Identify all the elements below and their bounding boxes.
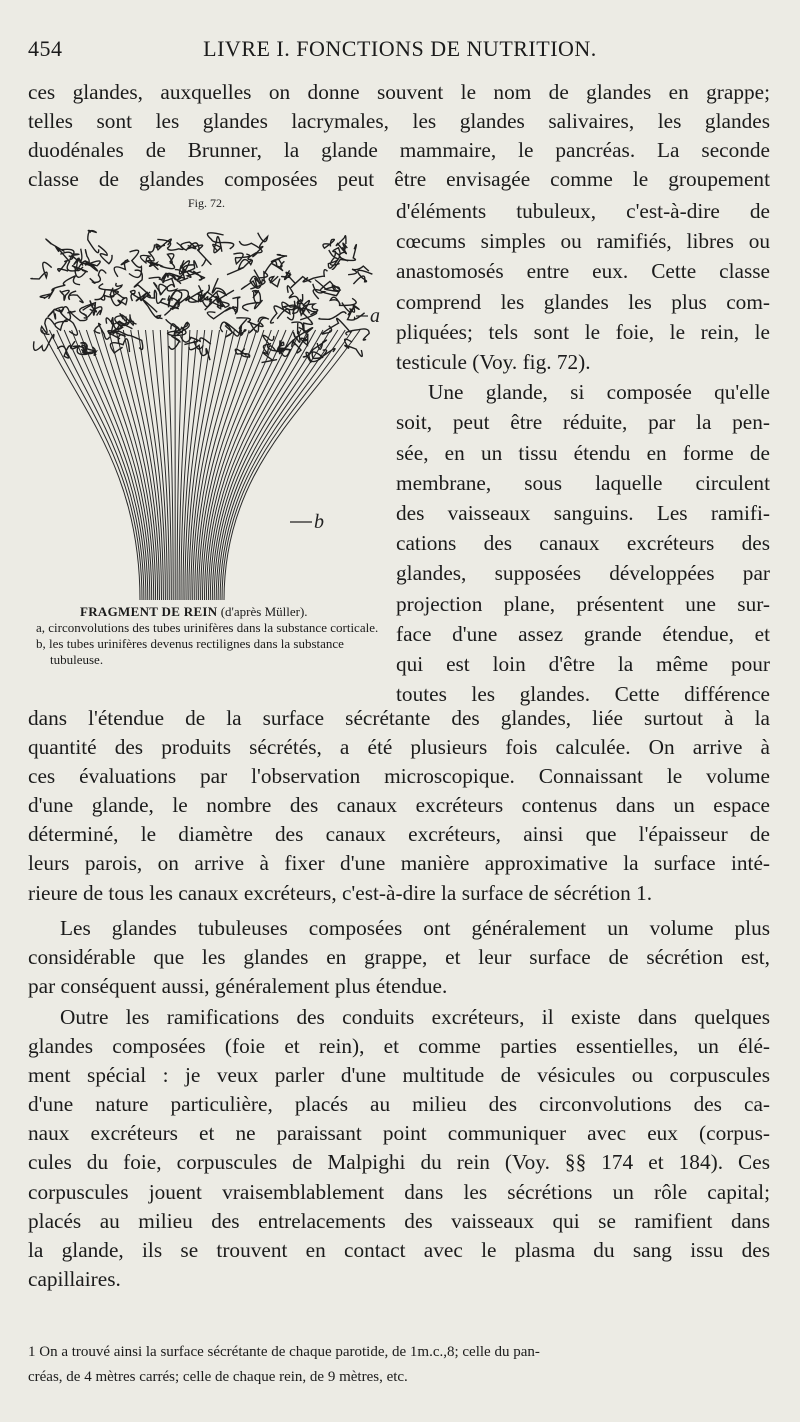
text-line: rieure de tous les canaux excréteurs, c'est-à-dire la surface de sécrétion 1. bbox=[28, 880, 653, 905]
text-line: d'une glande, le nombre des canaux excréteurs contenus dans un espace bbox=[28, 793, 770, 818]
text-line: naux excréteurs et ne paraissant point communiquer avec eux (corpus- bbox=[28, 1121, 770, 1146]
text-line: d'éléments tubuleux, c'est-à-dire de bbox=[396, 199, 770, 223]
text-line: Outre les ramifications des conduits excréteurs, il existe dans quelques bbox=[60, 1005, 770, 1029]
text-line: capillaires. bbox=[28, 1266, 121, 1291]
text-line: d'une nature particulière, placés au milieu des circonvolutions des ca- bbox=[28, 1092, 770, 1117]
kidney-illustration bbox=[28, 210, 390, 606]
text-line: considérable que les glandes en grappe, et leur surface de sécrétion est, bbox=[28, 945, 770, 970]
text-line: toutes les glandes. Cette différence bbox=[396, 682, 770, 707]
text-line: cœcums simples ou ramifiés, libres ou bbox=[396, 229, 770, 254]
footnote-line: créas, de 4 mètres carrés; celle de chaque rein, de 9 mètres, etc. bbox=[28, 1369, 408, 1385]
text-line: quantité des produits sécrétés, a été plusieurs fois calculée. On arrive à bbox=[28, 735, 770, 760]
text-line: cules du foie, corpuscules de Malpighi du rein (Voy. §§ 174 et 184). Ces bbox=[28, 1150, 770, 1175]
text-line: glandes, supposées développées par bbox=[396, 561, 770, 586]
figure-72 bbox=[28, 196, 390, 696]
text-line: pliquées; tels sont le foie, le rein, le bbox=[396, 319, 770, 344]
text-line: Une glande, si composée qu'elle bbox=[428, 380, 770, 405]
text-line: glandes composées (foie et rein), et comme parties essentielles, un élé- bbox=[28, 1034, 770, 1059]
text-line: classe de glandes composées peut être envisagée comme le groupement bbox=[28, 167, 770, 192]
text-line: qui est loin d'être la même pour bbox=[396, 652, 770, 677]
text-line: leurs parois, on arrive à fixer d'une manière approximative la surface inté- bbox=[28, 851, 770, 876]
text-line: corpuscules jouent vraisemblablement dans les sécrétions un rôle capital; bbox=[28, 1179, 770, 1204]
text-line: soit, peut être réduite, par la pen- bbox=[396, 410, 770, 435]
text-line: sée, en un tissu étendu en forme de bbox=[396, 440, 770, 465]
text-line: membrane, sous laquelle circulent bbox=[396, 470, 770, 495]
page-header bbox=[28, 36, 772, 66]
text-line: cations des canaux excréteurs des bbox=[396, 531, 770, 556]
figure-marker-a: a bbox=[370, 305, 380, 327]
text-line: face d'une assez grande étendue, et bbox=[396, 621, 770, 646]
text-line: ces évaluations par l'observation microscopique. Connaissant le volume bbox=[28, 764, 770, 789]
text-line: la glande, ils se trouvent en contact avec le plasma du sang issu des bbox=[28, 1237, 770, 1262]
text-line: placés au milieu des entrelacements des vaisseaux qui se ramifient dans bbox=[28, 1208, 770, 1233]
text-line: projection plane, présentent une sur- bbox=[396, 591, 770, 616]
text-line: par conséquent aussi, généralement plus étendue. bbox=[28, 974, 448, 999]
opening-paragraph bbox=[28, 78, 770, 194]
caption-title: FRAGMENT DE REIN bbox=[80, 604, 218, 619]
body-paragraph-2 bbox=[28, 914, 770, 1001]
caption-source: (d'après Müller). bbox=[220, 604, 308, 619]
text-line: duodénales de Brunner, la glande mammaire, le pancréas. La seconde bbox=[28, 138, 770, 163]
text-line: des vaisseaux sanguins. Les ramifi- bbox=[396, 501, 770, 526]
text-line: telles sont les glandes lacrymales, les glandes salivaires, les glandes bbox=[28, 109, 770, 134]
figure-caption bbox=[28, 604, 390, 668]
caption-item-b: b, les tubes urinifères devenus rectilignes dans la substance tubuleuse. bbox=[36, 636, 344, 667]
text-line: dans l'étendue de la surface sécrétante des glandes, liée surtout à la bbox=[28, 706, 770, 730]
text-line: comprend les glandes les plus com- bbox=[396, 289, 770, 314]
body-paragraph-3 bbox=[28, 1003, 770, 1294]
side-column-text bbox=[396, 196, 770, 709]
text-line: déterminé, le diamètre des canaux excréteurs, ainsi que l'épaisseur de bbox=[28, 822, 770, 847]
text-line: testicule (Voy. fig. 72). bbox=[396, 350, 591, 375]
text-line: ces glandes, auxquelles on donne souvent le nom de glandes en grappe; bbox=[28, 80, 770, 104]
page-number: 454 bbox=[28, 36, 63, 61]
running-title: LIVRE I. FONCTIONS DE NUTRITION. bbox=[203, 36, 597, 61]
footnote-line: 1 On a trouvé ainsi la surface sécrétante de chaque parotide, de 1m.c.,8; celle du pan- bbox=[28, 1344, 540, 1360]
figure-label: Fig. 72. bbox=[188, 196, 226, 210]
body-paragraph-1 bbox=[28, 704, 770, 908]
footnote bbox=[28, 1340, 770, 1390]
figure-marker-b: b bbox=[314, 511, 324, 533]
text-line: ment spécial : je veux parler d'une multitude de vésicules ou corpuscules bbox=[28, 1063, 770, 1088]
text-line: anastomosés entre eux. Cette classe bbox=[396, 259, 770, 284]
caption-item-a: a, circonvolutions des tubes urinifères dans la substance corticale. bbox=[36, 620, 379, 635]
text-line: Les glandes tubuleuses composées ont généralement un volume plus bbox=[60, 916, 770, 940]
